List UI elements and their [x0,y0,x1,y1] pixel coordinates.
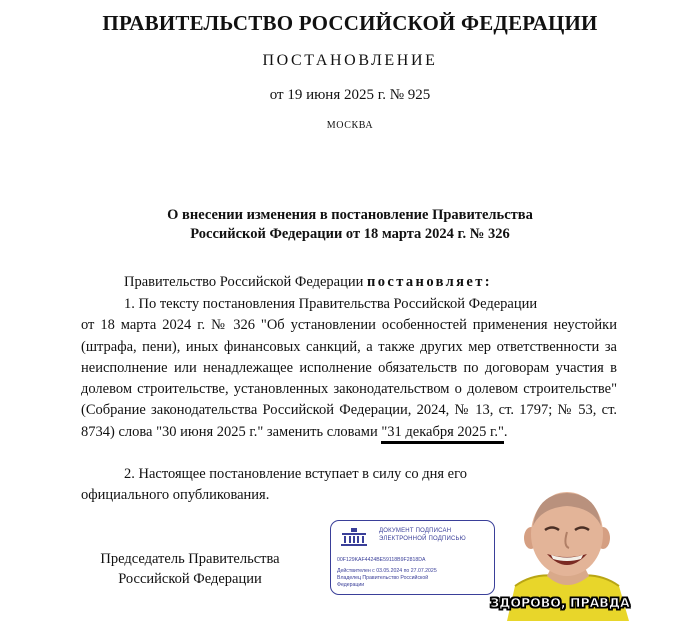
government-building-icon [340,527,368,547]
signer-title: Председатель Правительства [100,551,280,567]
stamp-owner-cont: Федерации [337,582,365,588]
paragraph-1 [81,294,617,444]
document-heading [100,206,600,244]
decree-intro [124,274,492,291]
paragraph-2-first-line: 2. Настоящее постановление вступает в силу со дня его [124,466,467,482]
paragraph-1-end: . [503,423,508,440]
document-city: МОСКВА [326,120,374,131]
signer-block [80,549,300,589]
stamp-serial: 00F129KAF4424BE59118B9F2818DA [337,557,426,563]
heading-line-1: О внесении изменения в постановление Правительства [167,207,533,223]
stamp-owner: Владелец Правительство Российской [337,575,429,581]
signer-org: Российской Федерации [118,571,262,587]
heading-line-2: Российской Федерации от 18 марта 2024 г. № 326 [190,226,510,242]
paragraph-2-body: официального опубликования. [81,487,270,504]
document-type: ПОСТАНОВЛЕНИЕ [262,52,438,69]
paragraph-1-body: от 18 марта 2024 г. № 326 "Об установлении особенностей применения неустойки (штрафа, пени), иных финансовых санкций, а также других мер ответственности за неисполнение или ненадлежащее исполнение обязательств по договорам участия в долевом строительстве, установленных законодательством о долевом строительстве" (Собрание законодательства Российской Федерации, 2024, № 13, ст. 1797; № 53, ст. 8734) слова "30 июня 2025 г." заменить словами [81,317,617,440]
intro-subject: Правительство Российской Федерации [124,274,367,290]
intro-verb: постановляет: [366,274,493,290]
paragraph-1-first-line: 1. По тексту постановления Правительства Российской Федерации [124,296,538,312]
stamp-validity: Действителен с 03.05.2024 по 27.07.2025 [337,568,437,574]
electronic-signature-stamp [330,520,495,595]
meme-caption: ЗДОРОВО, ПРАВДА [490,595,630,610]
highlighted-new-date: "31 декабря 2025 г." [381,424,504,444]
document-date-number: от 19 июня 2025 г. № 925 [269,87,431,103]
government-title: ПРАВИТЕЛЬСТВО РОССИЙСКОЙ ФЕДЕРАЦИИ [102,11,598,35]
stamp-title: ДОКУМЕНТ ПОДПИСАН ЭЛЕКТРОННОЙ ПОДПИСЬЮ [379,528,466,542]
